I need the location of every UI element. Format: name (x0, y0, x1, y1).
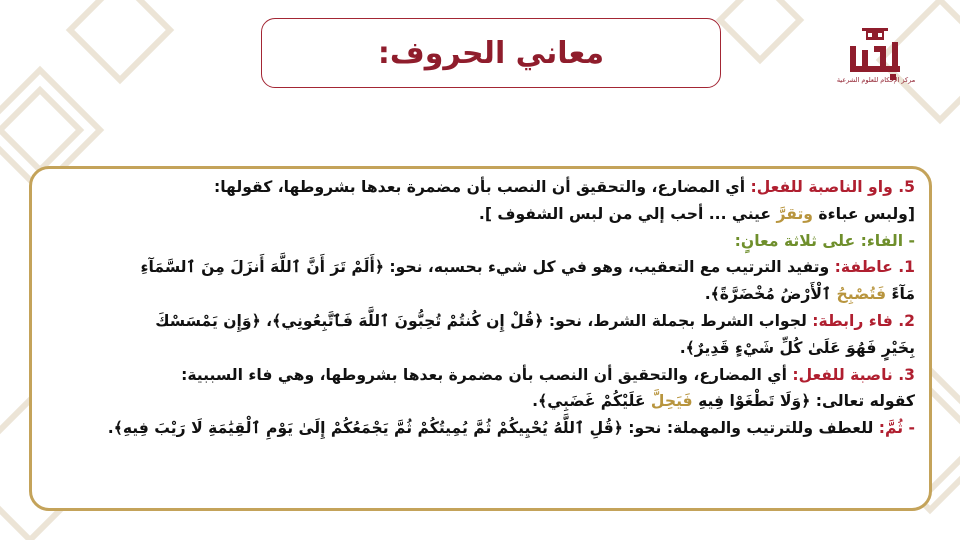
item1-highlight: فَتُصْبِحُ (836, 285, 887, 304)
content-body (32, 169, 929, 442)
item3-text2-start: كقوله تعالى: ﴿وَلَا تَطْغَوْا فِيهِ (692, 392, 915, 411)
item3-line2 (44, 388, 915, 415)
item3-label: 3. ناصبة للفعل: (792, 365, 915, 384)
waw-verse-highlight: وتقرَّ (776, 204, 813, 223)
thumma-text: للعطف وللترتيب والمهملة: نحو: ﴿قُلِ ٱللَّهُ يُحْيِيكُمْ ثُمَّ يُمِيتُكُمْ ثُمَّ يَجْمَعُكُمْ إِلَىٰ يَوْمِ ٱلْقِيَٰمَةِ لَا رَيْبَ فِيهِ﴾. (107, 419, 879, 438)
item2-label: 2. فاء رابطة: (812, 311, 915, 330)
thumma-line (44, 415, 915, 442)
faa-heading: - الفاء: على ثلاثة معانٍ: (734, 231, 915, 250)
waw-text: أي المضارع، والتحقيق أن النصب بأن مضمرة بعدها بشروطها، كقولها: (213, 178, 751, 196)
item3-line (44, 362, 915, 389)
title-box (261, 18, 721, 88)
item1-text2-end: ٱلْأَرْضُ مُخْضَرَّةً﴾. (704, 285, 837, 304)
waw-line (44, 174, 915, 201)
item1-text: وتفيد الترتيب مع التعقيب، وهو في كل شيء بحسبه، نحو: ﴿أَلَمْ تَرَ أَنَّ ٱللَّهَ أَنزَلَ مِنَ ٱلسَّمَآءِ (140, 258, 835, 277)
item1-line (44, 254, 915, 281)
page-title: معاني الحروف: (377, 35, 605, 71)
ihkam-logo (842, 24, 908, 96)
waw-verse-end: عيني ... أحب إلي من لبس الشفوف ]. (478, 204, 777, 223)
waw-verse-start: [ولبس عباءة (813, 204, 915, 223)
item3-text2-end: عَلَيْكُمْ غَضَبِي﴾. (532, 392, 651, 411)
thumma-label: - ثُمَّ: (878, 419, 915, 438)
waw-label: 5. واو الناصبة للفعل: (750, 178, 915, 196)
item3-text: أي المضارع، والتحقيق أن النصب بأن مضمرة بعدها بشروطها، وهي فاء السببية: (181, 365, 793, 384)
item1-text2-start: مَآءً (886, 285, 915, 304)
item1-label: 1. عاطفة: (834, 258, 915, 277)
item2-line2: بِخَيْرٍ فَهُوَ عَلَىٰ كُلِّ شَيْءٍ قَدِيرٌ﴾. (679, 338, 915, 357)
item2-text: لجواب الشرط بجملة الشرط، نحو: ﴿قُلْ إِن كُنتُمْ تُحِبُّونَ ٱللَّهَ فَٱتَّبِعُونِي﴾، ﴿وَإِن يَمْسَسْكَ (155, 311, 813, 330)
item1-line2 (44, 281, 915, 308)
logo-subtitle: مركز الإحكام للعلوم الشرعية (836, 76, 916, 84)
waw-verse (44, 201, 915, 228)
item2-line (44, 308, 915, 335)
item3-highlight: فَيَحِلَّ (650, 392, 693, 411)
content-box (29, 166, 932, 511)
